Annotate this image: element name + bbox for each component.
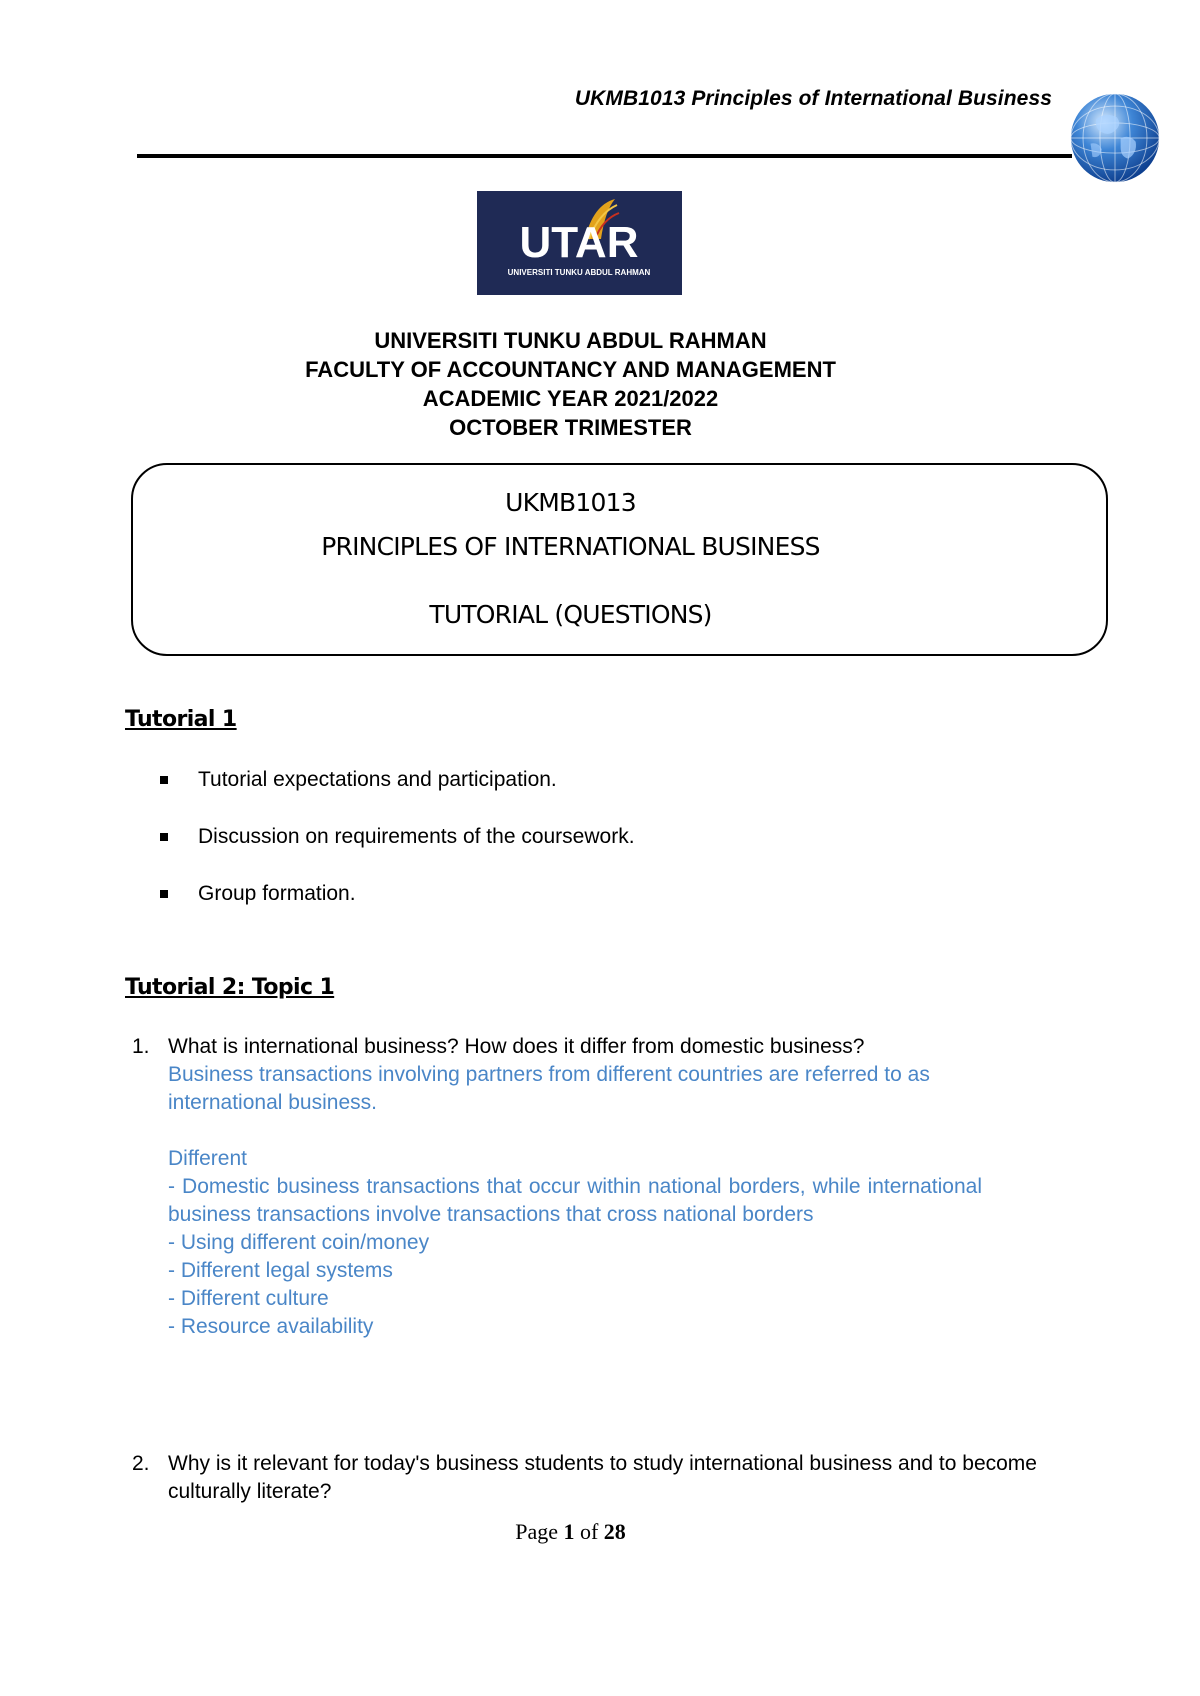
trimester: OCTOBER TRIMESTER — [449, 415, 692, 440]
utar-logo-graphic — [477, 191, 682, 295]
answer-point: - Using different coin/money — [168, 1231, 430, 1254]
list-item — [160, 768, 635, 825]
logo-subtext: UNIVERSITI TUNKU ABDUL RAHMAN — [507, 268, 651, 277]
page-total: 28 — [603, 1519, 626, 1544]
bullet-square-icon — [160, 833, 168, 841]
answer-intro: Business transactions involving partners from different countries are referred to as international business. — [168, 1063, 930, 1114]
tutorial-2-heading: Tutorial 2: Topic 1 — [125, 975, 335, 1000]
tutorial-1-heading: Tutorial 1 — [125, 707, 237, 732]
question-number: 1. — [132, 1035, 150, 1058]
question-2 — [132, 1450, 1062, 1506]
answer-label: Different — [168, 1147, 247, 1170]
list-item-text: Tutorial expectations and participation. — [198, 768, 557, 791]
page-of: of — [579, 1519, 599, 1544]
logo-text: UTAR — [519, 218, 639, 267]
tutorial-1-list — [160, 768, 635, 939]
answer-block — [168, 1061, 982, 1341]
answer-point: - Different legal systems — [168, 1259, 393, 1282]
header-divider — [137, 154, 1072, 158]
answer-point: - Different culture — [168, 1287, 329, 1310]
question-number: 2. — [132, 1452, 150, 1475]
course-code: UKMB1013 — [505, 488, 636, 517]
page-number-footer — [0, 1519, 1141, 1545]
course-subtitle: TUTORIAL (QUESTIONS) — [429, 600, 712, 629]
list-item — [160, 882, 635, 939]
bullet-square-icon — [160, 776, 168, 784]
question-text: Why is it relevant for today's business students to study international business and to become culturally literate? — [168, 1452, 1037, 1503]
list-item-text: Group formation. — [198, 882, 356, 905]
utar-logo — [477, 191, 682, 295]
globe-icon — [1068, 91, 1162, 185]
bullet-square-icon — [160, 890, 168, 898]
answer-point: - Domestic business transactions that occur within national borders, while international business transactions involve transactions that cross national borders — [168, 1175, 982, 1226]
list-item-text: Discussion on requirements of the coursework. — [198, 825, 635, 848]
course-title-text — [0, 481, 1141, 637]
answer-point: - Resource availability — [168, 1315, 374, 1338]
institution-block — [0, 326, 1141, 442]
academic-year: ACADEMIC YEAR 2021/2022 — [422, 386, 719, 411]
page-label: Page — [515, 1519, 558, 1544]
running-header-title: UKMB1013 Principles of International Business — [574, 87, 1052, 110]
course-name: PRINCIPLES OF INTERNATIONAL BUSINESS — [321, 532, 820, 561]
list-item — [160, 825, 635, 882]
question-1 — [132, 1033, 1062, 1341]
page-current: 1 — [563, 1519, 575, 1544]
university-name: UNIVERSITI TUNKU ABDUL RAHMAN — [374, 328, 767, 353]
question-text: What is international business? How does it differ from domestic business? — [168, 1035, 865, 1058]
faculty-name: FACULTY OF ACCOUNTANCY AND MANAGEMENT — [305, 357, 836, 382]
